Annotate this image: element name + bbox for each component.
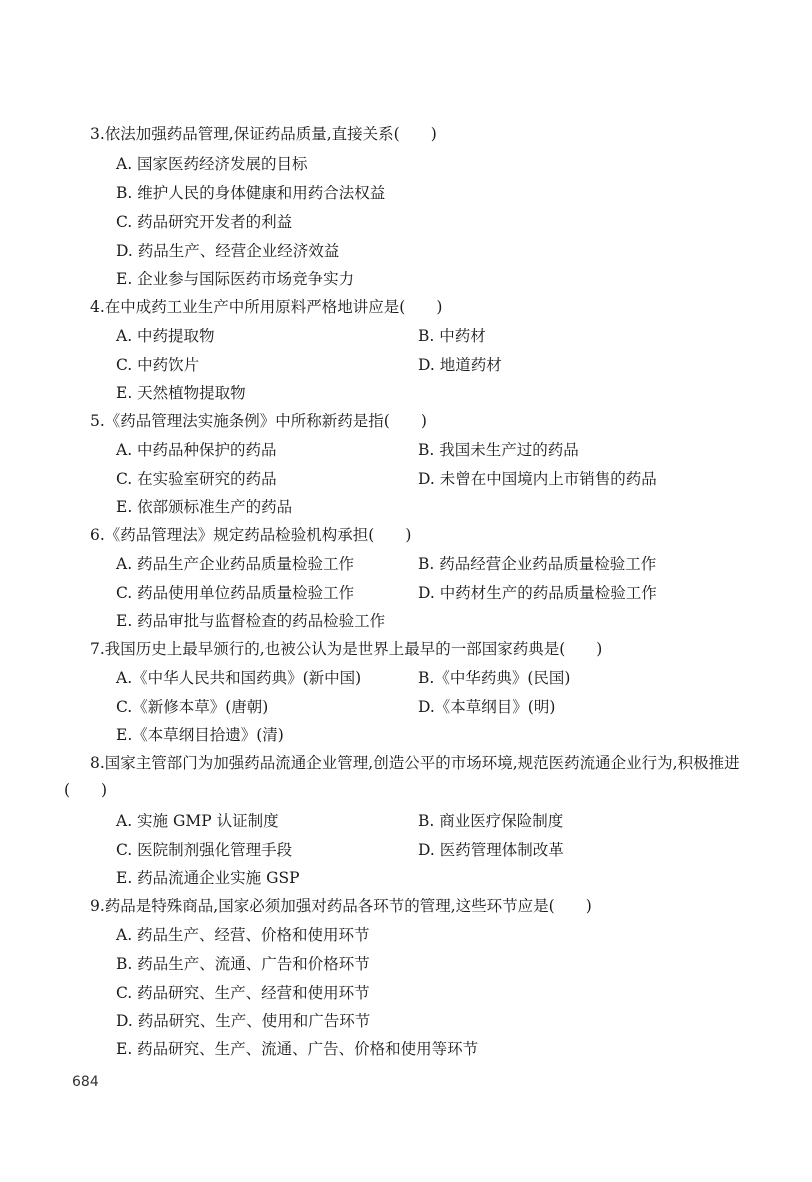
question-7-option-a: A.《中华人民共和国药典》(新中国) — [116, 669, 362, 687]
question-6-option-d: D. 中药材生产的药品质量检验工作 — [418, 584, 657, 602]
question-8-option-b: B. 商业医疗保险制度 — [418, 812, 564, 830]
question-4-option-c: C. 中药饮片 — [116, 356, 200, 374]
question-3-option-b: B. 维护人民的身体健康和用药合法权益 — [116, 184, 386, 202]
question-8-option-a: A. 实施 GMP 认证制度 — [116, 812, 279, 830]
question-9-option-e: E. 药品研究、生产、流通、广告、价格和使用等环节 — [116, 1040, 479, 1058]
question-9-stem: 9.药品是特殊商品,国家必须加强对药品各环节的管理,这些环节应是( ) — [90, 897, 592, 915]
question-4-stem: 4.在中成药工业生产中所用原料严格地讲应是( ) — [90, 298, 443, 316]
question-4-option-b: B. 中药材 — [418, 327, 486, 345]
question-3-option-e: E. 企业参与国际医药市场竞争实力 — [116, 270, 355, 288]
question-9-option-b: B. 药品生产、流通、广告和价格环节 — [116, 955, 370, 973]
question-3-option-d: D. 药品生产、经营企业经济效益 — [116, 242, 340, 260]
question-6-option-b: B. 药品经营企业药品质量检验工作 — [418, 555, 657, 573]
question-9-option-a: A. 药品生产、经营、价格和使用环节 — [116, 926, 370, 944]
question-8-option-c: C. 医院制剂强化管理手段 — [116, 841, 293, 859]
question-3-option-a: A. 国家医药经济发展的目标 — [116, 155, 308, 173]
page-number: 684 — [72, 1074, 99, 1090]
question-4-option-a: A. 中药提取物 — [116, 327, 215, 345]
question-7-option-b: B.《中华药典》(民国) — [418, 669, 571, 687]
question-7-option-c: C.《新修本草》(唐朝) — [116, 698, 269, 716]
question-9-option-d: D. 药品研究、生产、使用和广告环节 — [116, 1012, 371, 1030]
question-5-option-c: C. 在实验室研究的药品 — [116, 470, 277, 488]
question-7-stem: 7.我国历史上最早颁行的,也被公认为是世界上最早的一部国家药典是( ) — [90, 640, 603, 658]
question-7-option-d: D.《本草纲目》(明) — [418, 698, 556, 716]
question-3-option-c: C. 药品研究开发者的利益 — [116, 213, 293, 231]
question-6-option-c: C. 药品使用单位药品质量检验工作 — [116, 584, 355, 602]
question-6-option-a: A. 药品生产企业药品质量检验工作 — [116, 555, 355, 573]
question-4-option-e: E. 天然植物提取物 — [116, 384, 246, 402]
question-5-option-e: E. 依部颁标准生产的药品 — [116, 498, 293, 516]
question-8-option-e: E. 药品流通企业实施 GSP — [116, 869, 300, 887]
question-7-option-e: E.《本草纲目拾遗》(清) — [116, 726, 284, 744]
question-3-stem: 3.依法加强药品管理,保证药品质量,直接关系( ) — [90, 125, 437, 143]
question-8-stem: 8.国家主管部门为加强药品流通企业管理,创造公平的市场环境,规范医药流通企业行为,积极推进( ) — [64, 754, 740, 799]
question-8-option-d: D. 医药管理体制改革 — [418, 841, 564, 859]
question-5-stem: 5.《药品管理法实施条例》中所称新药是指( ) — [90, 412, 427, 430]
question-5-option-a: A. 中药品种保护的药品 — [116, 441, 277, 459]
question-9-option-c: C. 药品研究、生产、经营和使用环节 — [116, 984, 370, 1002]
question-4-option-d: D. 地道药材 — [418, 356, 502, 374]
question-5-option-b: B. 我国未生产过的药品 — [418, 441, 579, 459]
question-5-option-d: D. 未曾在中国境内上市销售的药品 — [418, 470, 657, 488]
question-6-option-e: E. 药品审批与监督检查的药品检验工作 — [116, 612, 386, 630]
question-6-stem: 6.《药品管理法》规定药品检验机构承担( ) — [90, 526, 412, 544]
